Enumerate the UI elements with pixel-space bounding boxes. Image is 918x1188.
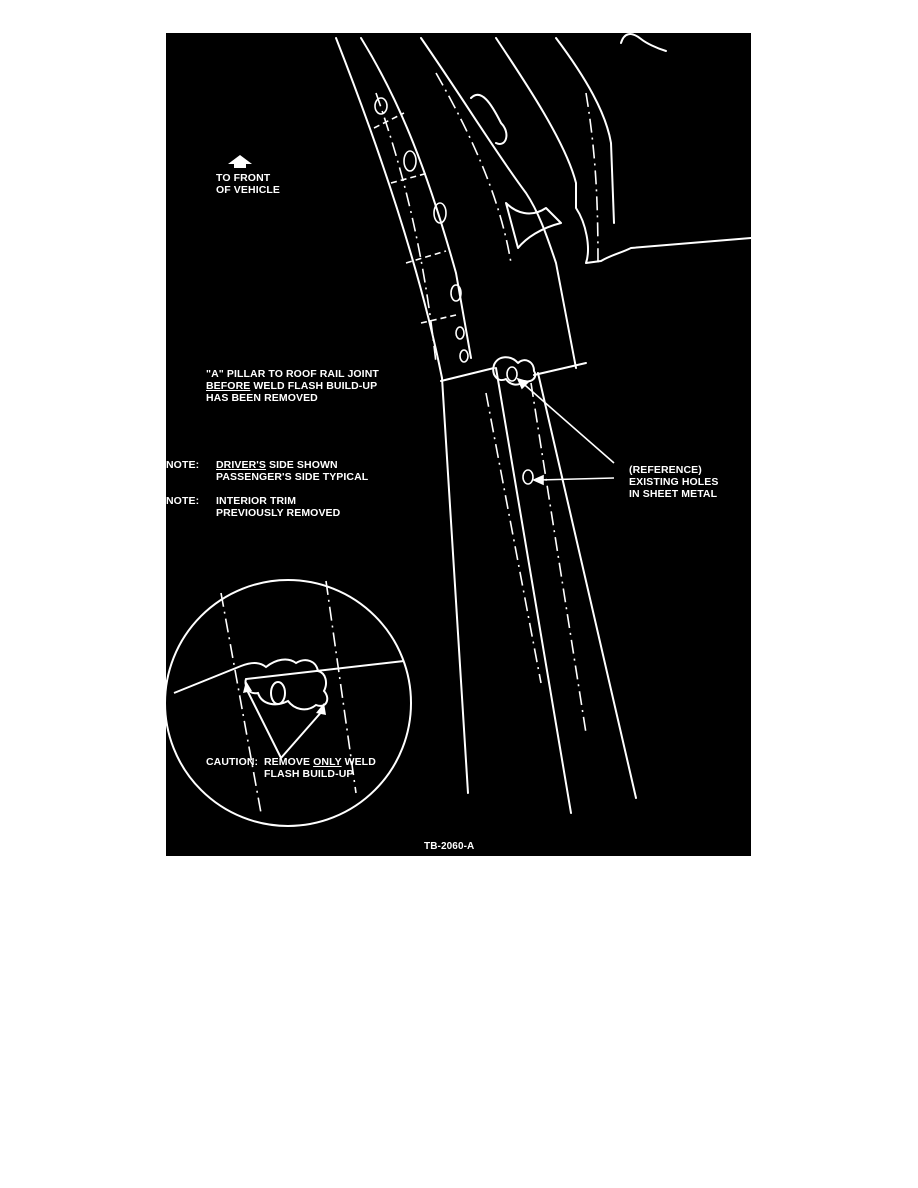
note-interior-trim — [166, 495, 340, 519]
reference-label-line3: IN SHEET METAL — [629, 488, 718, 500]
note2-line2: PREVIOUSLY REMOVED — [216, 507, 341, 519]
direction-label-line1: TO FRONT — [216, 172, 271, 184]
caution-prefix: CAUTION: — [206, 756, 259, 768]
note1-prefix: NOTE: — [166, 459, 200, 471]
arrow-up-icon — [228, 155, 252, 168]
caution-emphasis: ONLY — [313, 756, 342, 768]
joint-label-emphasis: BEFORE — [206, 380, 251, 392]
caution-line1-a: REMOVE — [264, 756, 314, 768]
reference-label-line1: (REFERENCE) — [629, 464, 702, 476]
caution-line1-b: WELD — [341, 756, 376, 768]
note1-line1: SIDE SHOWN — [265, 459, 338, 471]
caution-label — [206, 756, 376, 780]
direction-label — [216, 172, 280, 196]
note-drivers-side — [166, 459, 368, 483]
joint-label — [206, 368, 379, 404]
joint-label-line2: WELD FLASH BUILD-UP — [250, 380, 378, 392]
figure-id: TB-2060-A — [424, 841, 475, 852]
direction-label-line2: OF VEHICLE — [216, 184, 281, 196]
note2-prefix: NOTE: — [166, 495, 200, 507]
pillar-linework — [166, 33, 751, 856]
reference-label — [629, 464, 719, 500]
reference-label-line2: EXISTING HOLES — [629, 476, 719, 488]
pillar-joint-illustration — [166, 33, 751, 856]
caution-line2: FLASH BUILD-UP — [264, 768, 354, 780]
note2-line1: INTERIOR TRIM — [216, 495, 297, 507]
note1-emphasis: DRIVER'S — [216, 459, 266, 471]
joint-label-line1: "A" PILLAR TO ROOF RAIL JOINT — [206, 368, 379, 380]
joint-label-line3: HAS BEEN REMOVED — [206, 392, 318, 404]
note1-line2: PASSENGER'S SIDE TYPICAL — [216, 471, 369, 483]
